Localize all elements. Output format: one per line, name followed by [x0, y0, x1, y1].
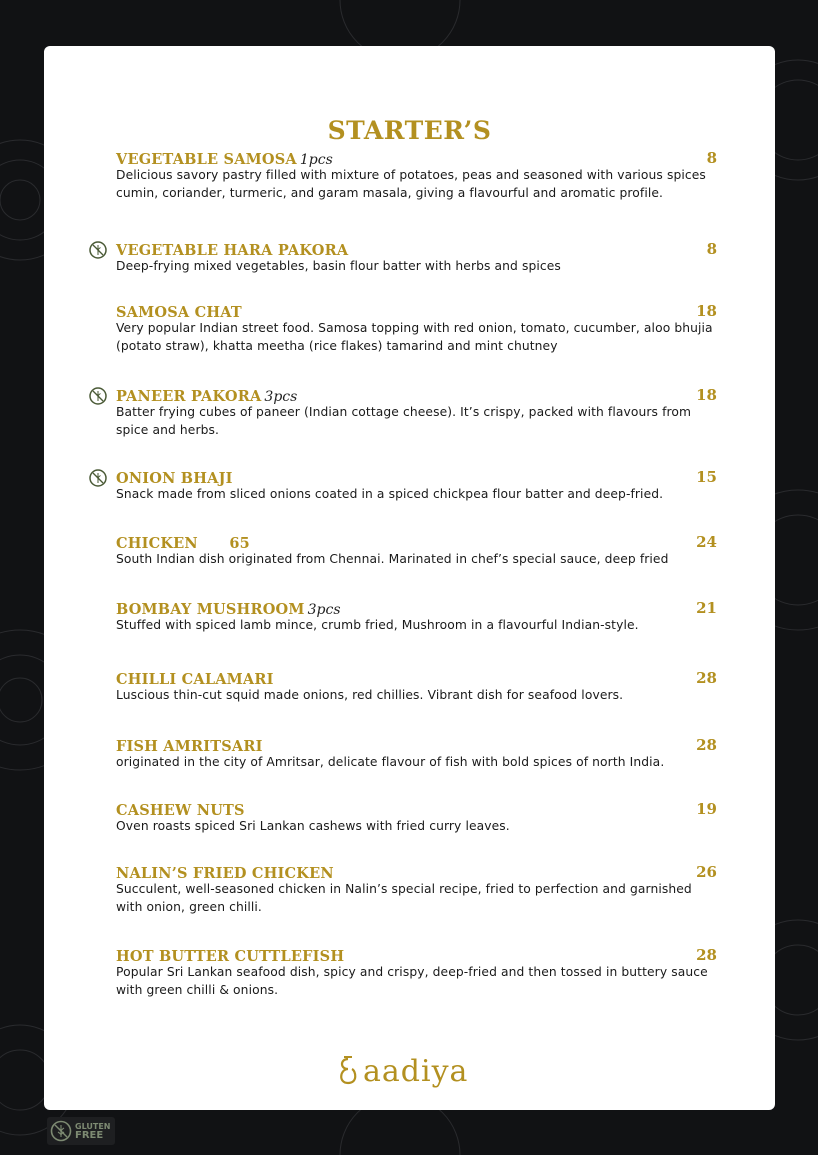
badge-line-1: GLUTEN: [75, 1122, 111, 1131]
menu-item-header: [116, 863, 716, 883]
menu-item-header: [116, 386, 716, 406]
menu-card: [44, 46, 775, 1110]
menu-title: STARTER’S: [327, 116, 492, 145]
gluten-free-badge: [47, 1117, 115, 1145]
menu-item: [116, 669, 716, 705]
menu-item-description: Batter frying cubes of paneer (Indian cottage cheese). It’s crispy, packed with flavours from spice and herbs.: [116, 405, 692, 437]
menu-item: [116, 533, 716, 569]
menu-item: [116, 240, 716, 276]
menu-item-name: FISH AMRITSARI: [116, 738, 263, 755]
menu-item: [116, 946, 716, 999]
menu-item-header: [116, 800, 716, 820]
menu-item-header: [116, 468, 716, 488]
menu-item: [116, 736, 716, 772]
logo-text: aadiya: [363, 1053, 469, 1089]
menu-item: [116, 599, 716, 635]
menu-item: [116, 149, 716, 202]
menu-item-name: NALIN’S FRIED CHICKEN: [116, 865, 334, 882]
menu-item-name: PANEER PAKORA: [116, 388, 262, 405]
menu-item-name: SAMOSA CHAT: [116, 304, 242, 321]
menu-item-description: Luscious thin-cut squid made onions, red chillies. Vibrant dish for seafood lovers.: [116, 688, 624, 702]
menu-item-price: 19: [696, 800, 717, 818]
menu-item-name: CASHEW NUTS: [116, 802, 245, 819]
gluten-free-icon: [89, 469, 107, 487]
menu-item-price: 24: [696, 533, 717, 551]
menu-item-name: VEGETABLE SAMOSA: [116, 151, 297, 168]
menu-item: [116, 863, 716, 916]
gluten-free-icon: [50, 1120, 72, 1142]
menu-item-description: Deep-frying mixed vegetables, basin flour batter with herbs and spices: [116, 259, 561, 273]
menu-item-header: [116, 533, 716, 553]
menu-item-description: Delicious savory pastry filled with mixture of potatoes, peas and seasoned with various spices cumin, coriander, turmeric, and garam masala, giving a flavourful and aromatic profile.: [116, 168, 706, 200]
menu-item: [116, 800, 716, 836]
menu-item-header: [116, 669, 716, 689]
menu-item: [116, 302, 716, 355]
menu-item-name: CHILLI CALAMARI: [116, 671, 274, 688]
menu-item-name: ONION BHAJI: [116, 470, 233, 487]
menu-item-name: CHICKEN 65: [116, 535, 250, 552]
brand-logo: [334, 1046, 494, 1096]
menu-item-header: [116, 302, 716, 322]
menu-item-qty: 1pcs: [299, 152, 333, 168]
gluten-free-icon: [89, 241, 107, 259]
menu-item-name: VEGETABLE HARA PAKORA: [116, 242, 349, 259]
menu-item-description: Popular Sri Lankan seafood dish, spicy and crispy, deep-fried and then tossed in buttery sauce with green chilli & onions.: [116, 965, 708, 997]
menu-item-price: 18: [696, 302, 717, 320]
menu-item-description: South Indian dish originated from Chennai. Marinated in chef’s special sauce, deep fried: [116, 552, 669, 566]
logo-mark-icon: [334, 1053, 362, 1089]
menu-item-header: [116, 149, 716, 169]
menu-item-description: Oven roasts spiced Sri Lankan cashews with fried curry leaves.: [116, 819, 510, 833]
menu-item-qty: 3pcs: [307, 602, 341, 618]
menu-item-description: originated in the city of Amritsar, delicate flavour of fish with bold spices of north India.: [116, 755, 665, 769]
menu-item-header: [116, 599, 716, 619]
badge-line-2: FREE: [75, 1130, 104, 1141]
menu-item: [116, 386, 716, 439]
menu-item-description: Very popular Indian street food. Samosa topping with red onion, tomato, cucumber, aloo bhujia (potato straw), khatta meetha (rice flakes) tamarind and mint chutney: [116, 321, 713, 353]
menu-item-price: 8: [706, 149, 717, 167]
menu-item: [116, 468, 716, 504]
menu-item-price: 21: [696, 599, 717, 617]
menu-item-price: 28: [696, 946, 717, 964]
menu-item-qty: 3pcs: [264, 389, 298, 405]
menu-item-name: HOT BUTTER CUTTLEFISH: [116, 948, 345, 965]
menu-item-description: Snack made from sliced onions coated in a spiced chickpea flour batter and deep-fried.: [116, 487, 664, 501]
menu-item-header: [116, 240, 716, 260]
menu-item-description: Succulent, well-seasoned chicken in Nalin’s special recipe, fried to perfection and garnished with onion, green chilli.: [116, 882, 692, 914]
menu-item-price: 26: [696, 863, 717, 881]
menu-item-price: 18: [696, 386, 717, 404]
menu-item-price: 28: [696, 736, 717, 754]
menu-item-price: 15: [696, 468, 717, 486]
menu-item-header: [116, 736, 716, 756]
menu-item-price: 8: [706, 240, 717, 258]
menu-item-name: BOMBAY MUSHROOM: [116, 601, 305, 618]
menu-item-price: 28: [696, 669, 717, 687]
menu-item-header: [116, 946, 716, 966]
menu-item-description: Stuffed with spiced lamb mince, crumb fried, Mushroom in a flavourful Indian-style.: [116, 618, 639, 632]
gluten-free-icon: [89, 387, 107, 405]
